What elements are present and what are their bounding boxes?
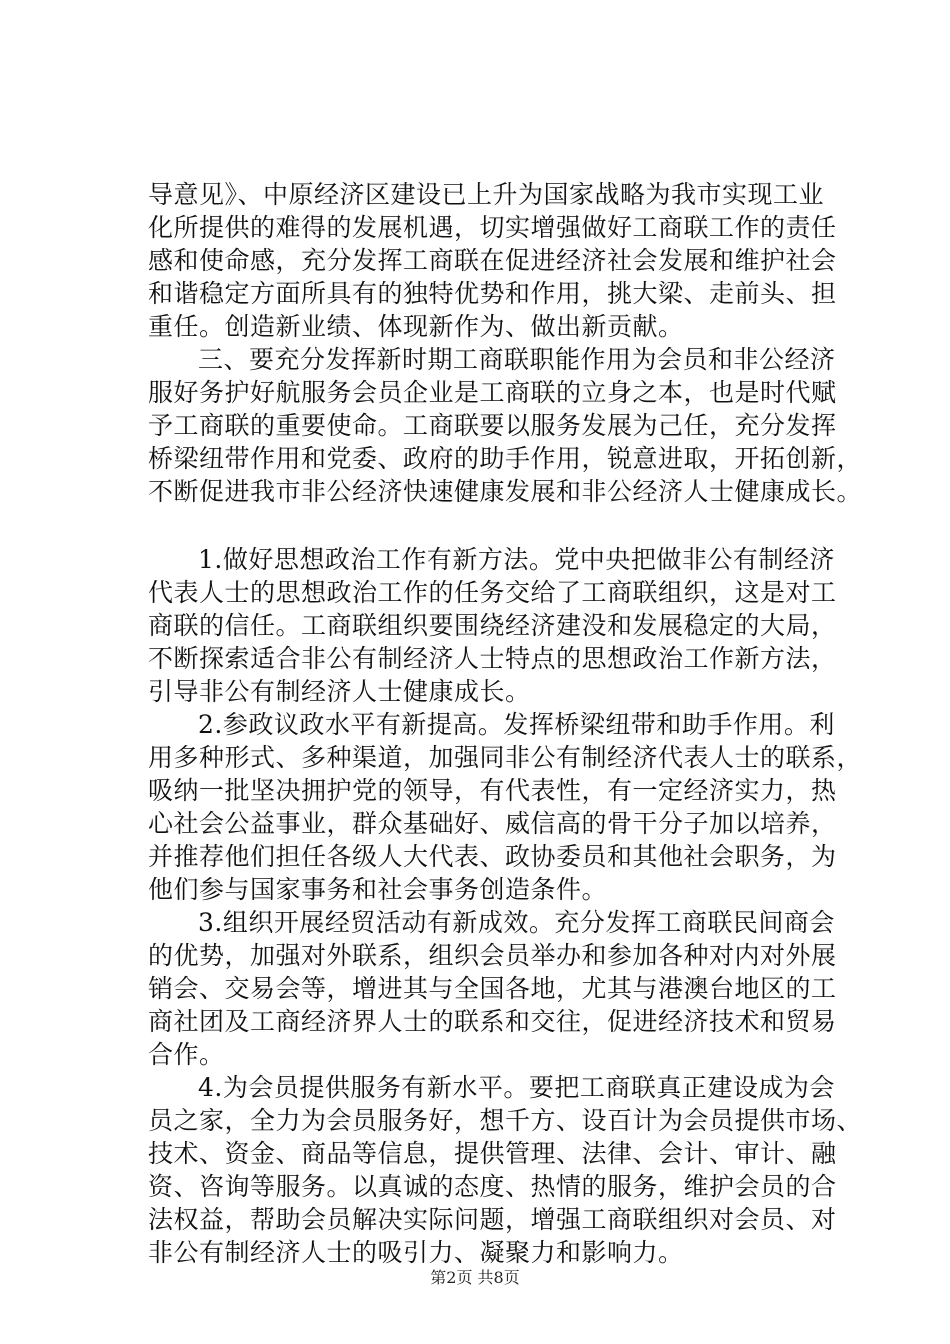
paragraph-start-line: 1.做好思想政治工作有新方法。党中央把做非公有制经济	[198, 545, 835, 574]
text-line: 不断探索适合非公有制经济人士特点的思想政治工作新方法，	[148, 644, 837, 673]
page-number-footer: 第2页 共8页	[430, 1268, 520, 1287]
text-line: 重任。创造新业绩、体现新作为、做出新贡献。	[148, 312, 684, 341]
text-line: 化所提供的难得的发展机遇，切实增强做好工商联工作的责任	[148, 213, 837, 242]
paragraph-start-line: 4.为会员提供服务有新水平。要把工商联真正建设成为会	[198, 1073, 835, 1102]
paragraph-gap	[148, 508, 804, 543]
text-line: 他们参与国家事务和社会事务创造条件。	[148, 875, 608, 904]
paragraph-start-line: 三、要充分发挥新时期工商联职能作用为会员和非公经济	[198, 345, 836, 374]
text-line: 员之家，全力为会员服务好，想千方、设百计为会员提供市场、	[148, 1106, 863, 1135]
text-line: 和谐稳定方面所具有的独特优势和作用，挑大梁、走前头、担	[148, 279, 837, 308]
text-line: 并推荐他们担任各级人大代表、政协委员和其他社会职务，为	[148, 842, 837, 871]
text-line: 用多种形式、多种渠道，加强同非公有制经济代表人士的联系，	[148, 743, 863, 772]
paragraph-start-line: 3.组织开展经贸活动有新成效。充分发挥工商联民间商会	[198, 908, 835, 937]
text-line: 商社团及工商经济界人士的联系和交往，促进经济技术和贸易	[148, 1007, 837, 1036]
text-line: 桥梁纽带作用和党委、政府的助手作用，锐意进取，开拓创新，	[148, 444, 863, 473]
text-line: 非公有制经济人士的吸引力、凝聚力和影响力。	[148, 1238, 684, 1267]
text-line: 的优势，加强对外联系，组织会员举办和参加各种对内对外展	[148, 941, 837, 970]
text-line: 吸纳一批坚决拥护党的领导，有代表性，有一定经济实力，热	[148, 776, 837, 805]
text-line: 销会、交易会等，增进其与全国各地，尤其与港澳台地区的工	[148, 974, 837, 1003]
text-line: 予工商联的重要使命。工商联要以服务发展为己任，充分发挥	[148, 411, 837, 440]
text-line: 技术、资金、商品等信息，提供管理、法律、会计、审计、融	[148, 1139, 837, 1168]
text-line: 代表人士的思想政治工作的任务交给了工商联组织，这是对工	[148, 578, 837, 607]
text-line: 心社会公益事业，群众基础好、威信高的骨干分子加以培养，	[148, 809, 837, 838]
paragraph-start-line: 2.参政议政水平有新提高。发挥桥梁纽带和助手作用。利	[198, 710, 835, 739]
text-line: 商联的信任。工商联组织要围绕经济建没和发展稳定的大局，	[148, 611, 837, 640]
text-line: 引导非公有制经济人士健康成长。	[148, 677, 531, 706]
text-line: 感和使命感，充分发挥工商联在促进经济社会发展和维护社会	[148, 246, 837, 275]
text-line: 法权益，帮助会员解决实际问题，增强工商联组织对会员、对	[148, 1205, 837, 1234]
text-line: 资、咨询等服务。以真诚的态度、热情的服务，维护会员的合	[148, 1172, 837, 1201]
text-line: 导意见》、中原经济区建设已上升为国家战略为我市实现工业	[148, 180, 825, 209]
text-line: 合作。	[148, 1040, 225, 1069]
text-line: 不断促进我市非公经济快速健康发展和非公经济人士健康成长。	[148, 477, 863, 506]
document-body	[148, 178, 863, 1269]
text-line: 服好务护好航服务会员企业是工商联的立身之本，也是时代赋	[148, 378, 837, 407]
